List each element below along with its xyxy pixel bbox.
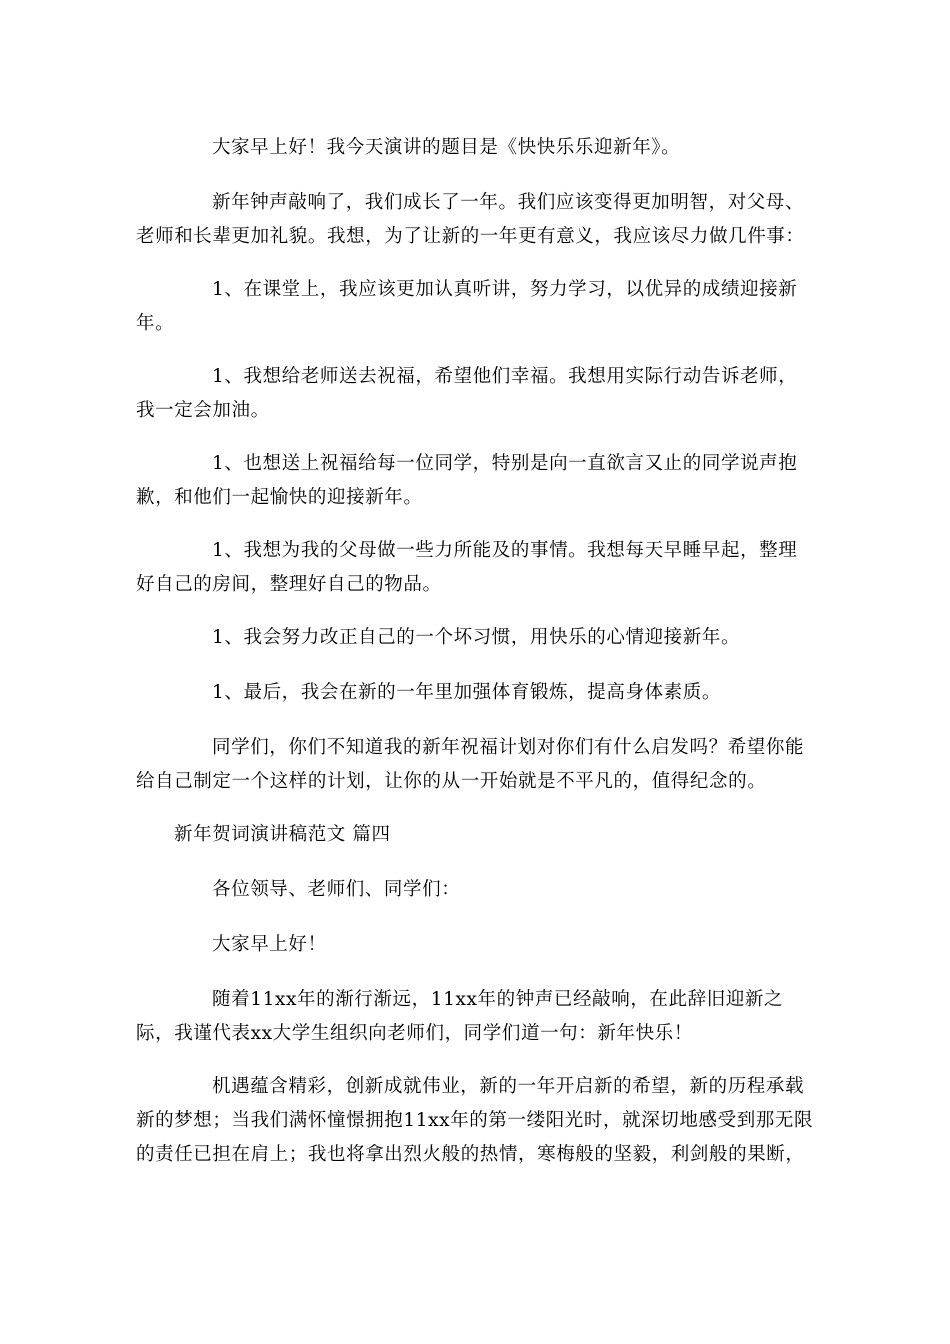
paragraph-item-exercise: 1、最后，我会在新的一年里加强体育锻炼，提高身体素质。 (212, 682, 721, 703)
paragraph-good-morning: 大家早上好！ (212, 934, 327, 955)
paragraph-salutation: 各位领导、老师们、同学们： (212, 879, 461, 900)
paragraph-opportunity: 机遇蕴含精彩，创新成就伟业，新的一年开启新的希望，新的历程承载新的梦想；当我们满怀憧憬拥抱11xx年的第一缕阳光时，就深切地感受到那无限的责任已担在肩上；我也将拿出烈火般的热情，寒梅般的坚毅，利剑般的果断， (136, 1076, 814, 1165)
paragraph-intro: 新年钟声敲响了，我们成长了一年。我们应该变得更加明智，对父母、老师和长辈更加礼貌。我想，为了让新的一年更有意义，我应该尽力做几件事： (136, 192, 805, 247)
paragraph-item-teacher: 1、我想给老师送去祝福，希望他们幸福。我想用实际行动告诉老师，我一定会加油。 (136, 366, 798, 421)
document-body (136, 131, 816, 1191)
paragraph-item-habit: 1、我会努力改正自己的一个坏习惯，用快乐的心情迎接新年。 (212, 627, 741, 648)
paragraph-closing: 同学们，你们不知道我的新年祝福计划对你们有什么启发吗？希望你能给自己制定一个这样的计划，让你的从一开始就是不平凡的，值得纪念的。 (136, 737, 805, 792)
paragraph-item-study: 1、在课堂上，我应该更加认真听讲，努力学习，以优异的成绩迎接新年。 (136, 279, 798, 334)
paragraph-item-classmates: 1、也想送上祝福给每一位同学，特别是向一直欲言又止的同学说声抱歉，和他们一起愉快的迎接新年。 (136, 453, 798, 508)
paragraph-item-parents: 1、我想为我的父母做一些力所能及的事情。我想每天早睡早起，整理好自己的房间，整理好自己的物品。 (136, 540, 798, 595)
paragraph-new-year-wishes: 随着11xx年的渐行渐远，11xx年的钟声已经敲响，在此辞旧迎新之际，我谨代表xx大学生组织向老师们，同学们道一句：新年快乐！ (136, 989, 784, 1044)
section-heading: 新年贺词演讲稿范文 篇四 (174, 824, 391, 845)
paragraph-greeting: 大家早上好！我今天演讲的题目是《快快乐乐迎新年》。 (212, 137, 681, 158)
